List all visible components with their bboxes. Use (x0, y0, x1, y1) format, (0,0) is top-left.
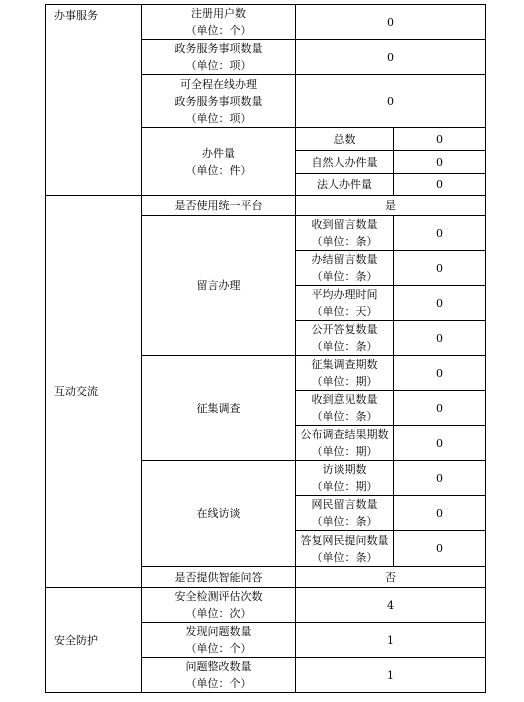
subrow-value-interview-count: 0 (394, 461, 486, 496)
subrow-label-messages-closed: 办结留言数量 （单位：条） (296, 251, 394, 286)
subrow-label-netizen-messages: 网民留言数量 （单位：条） (296, 496, 394, 531)
subrow-label-legal-person: 法人办件量 (296, 174, 394, 196)
statistics-table (45, 4, 486, 693)
group-label-messages: 留言办理 (142, 216, 296, 356)
subrow-label-public-replies: 公开答复数量 （单位：条） (296, 321, 394, 356)
subrow-label-natural-person: 自然人办件量 (296, 151, 394, 174)
subrow-value-netizen-messages: 0 (394, 496, 486, 531)
row-label-registered-users: 注册用户数 （单位：个） (142, 5, 296, 40)
row-label-case-volume: 办件量 （单位：件） (142, 128, 296, 196)
subrow-label-interview-count: 访谈期数 （单位：期） (296, 461, 394, 496)
subrow-label-avg-time: 平均办理时间 （单位：天） (296, 286, 394, 321)
subrow-value-opinions: 0 (394, 391, 486, 426)
row-label-unified-platform: 是否使用统一平台 (142, 196, 296, 216)
row-value-service-items: 0 (296, 40, 486, 75)
subrow-value-total: 0 (394, 128, 486, 151)
row-label-service-items: 政务服务事项数量 （单位：项） (142, 40, 296, 75)
group-label-interview: 在线访谈 (142, 461, 296, 567)
subrow-label-opinions: 收到意见数量 （单位：条） (296, 391, 394, 426)
subrow-value-netizen-replies: 0 (394, 531, 486, 567)
subrow-value-survey-count: 0 (394, 356, 486, 391)
section-title-security: 安全防护 (46, 588, 142, 693)
row-value-issues-fixed: 1 (296, 658, 486, 693)
subrow-value-messages-received: 0 (394, 216, 486, 251)
subrow-label-total: 总数 (296, 128, 394, 151)
section-title-office: 办事服务 (46, 5, 142, 196)
row-value-security-checks: 4 (296, 588, 486, 623)
subrow-value-public-replies: 0 (394, 321, 486, 356)
subrow-value-avg-time: 0 (394, 286, 486, 321)
row-label-online-items: 可全程在线办理 政务服务事项数量 （单位：项） (142, 75, 296, 128)
section-title-interaction: 互动交流 (46, 196, 142, 588)
subrow-value-legal-person: 0 (394, 174, 486, 196)
subrow-label-survey-count: 征集调查期数 （单位：期） (296, 356, 394, 391)
row-label-issues-found: 发现问题数量 （单位：个） (142, 623, 296, 658)
row-value-registered-users: 0 (296, 5, 486, 40)
row-value-unified-platform: 是 (296, 196, 486, 216)
row-value-online-items: 0 (296, 75, 486, 128)
group-label-survey: 征集调查 (142, 356, 296, 461)
row-value-smart-qa: 否 (296, 567, 486, 588)
row-label-security-checks: 安全检测评估次数 （单位：次） (142, 588, 296, 623)
row-label-smart-qa: 是否提供智能问答 (142, 567, 296, 588)
row-value-issues-found: 1 (296, 623, 486, 658)
subrow-value-survey-results: 0 (394, 426, 486, 461)
subrow-value-messages-closed: 0 (394, 251, 486, 286)
subrow-label-netizen-replies: 答复网民提问数量 （单位：条） (296, 531, 394, 567)
subrow-value-natural-person: 0 (394, 151, 486, 174)
row-label-issues-fixed: 问题整改数量 （单位：个） (142, 658, 296, 693)
subrow-label-messages-received: 收到留言数量 （单位：条） (296, 216, 394, 251)
subrow-label-survey-results: 公布调查结果期数 （单位：期） (296, 426, 394, 461)
